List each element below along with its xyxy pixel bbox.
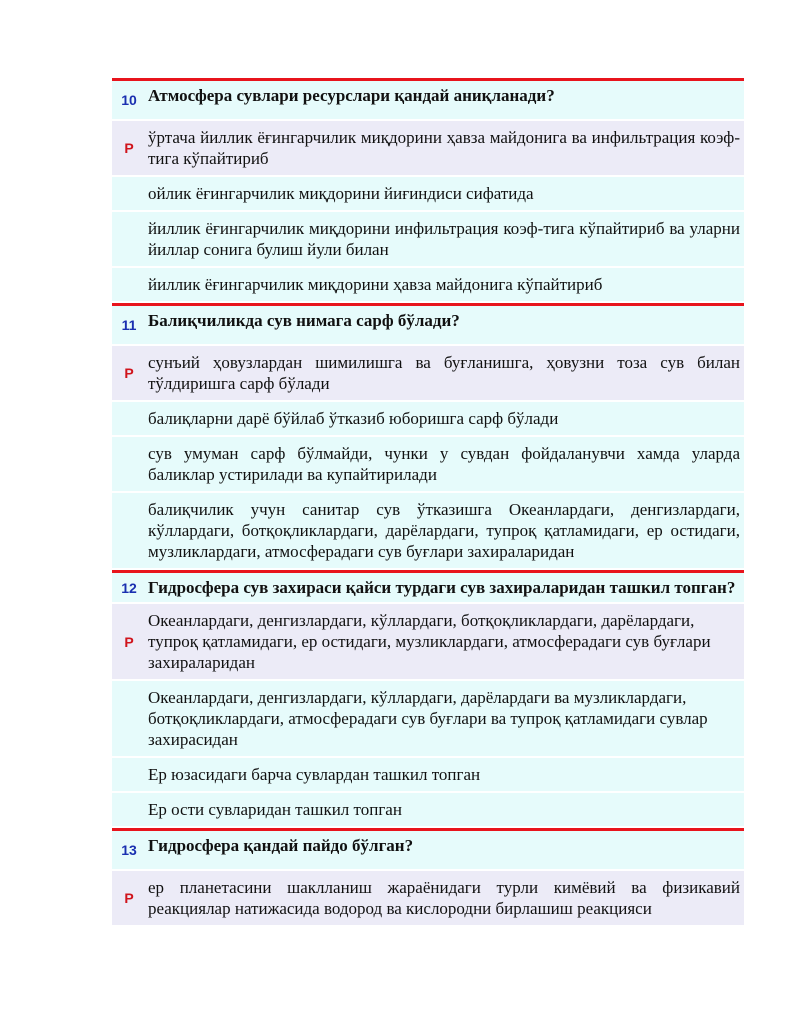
question-row (112, 306, 744, 346)
question-number: 12 (121, 579, 137, 596)
answer-row (112, 493, 744, 570)
answer-mark (112, 402, 146, 435)
answer-row (112, 758, 744, 793)
answer-mark (112, 681, 146, 756)
question-row (112, 573, 744, 604)
answer-mark (112, 268, 146, 301)
answer-text: йиллик ёғингарчилик миқдорини инфильтрация коэф-тига кўпайтириб ва уларни йиллар сонига булиш йули билан (148, 219, 740, 259)
answer-mark (112, 793, 146, 826)
answer-row (112, 402, 744, 437)
answer-text: балиқларни дарё бўйлаб ўтказиб юборишга сарф бўлади (148, 409, 559, 428)
answer-row (112, 681, 744, 758)
question-row (112, 81, 744, 121)
answer-mark (112, 177, 146, 210)
answer-text: ўртача йиллик ёғингарчилик миқдорини ҳавза майдонига ва инфильтрация коэф-тига кўпайтириб (148, 128, 740, 168)
quiz-table (112, 78, 744, 927)
question-text: Гидросфера қандай пайдо бўлган? (148, 836, 414, 855)
question-text: Гидросфера сув захираси қайси турдаги сув захираларидан ташкил топган? (148, 578, 736, 597)
answer-row (112, 268, 744, 303)
answer-text: Ер юзасидаги барча сувлардан ташкил топган (148, 765, 481, 784)
question-text: Балиқчиликда сув нимага сарф бўлади? (148, 311, 460, 330)
question-number: 11 (121, 317, 137, 333)
answer-text: балиқчилик учун санитар сув ўтказишга Океанлардаги, денгизлардаги, кўллардаги, ботқоқликлардаги, дарёлардаги, тупроқ қатламидаги, ер остидаги, музликлардаги, атмосферадаги сув буғлари захираларидан (148, 500, 740, 561)
answer-row (112, 793, 744, 828)
question-number: 10 (121, 92, 137, 108)
question-block (112, 78, 744, 303)
answer-row-correct (112, 121, 744, 177)
answer-text: сув умуман сарф бўлмайди, чунки у сувдан фойдаланувчи хамда уларда баликлар устирилади ва купайтирилади (148, 444, 740, 484)
answer-text: йиллик ёғингарчилик миқдорини ҳавза майдонига кўпайтириб (148, 275, 603, 294)
answer-mark (112, 437, 146, 491)
question-number: 13 (121, 842, 137, 858)
answer-row-correct (112, 871, 744, 927)
answer-text: Океанлардаги, денгизлардаги, кўллардаги, ботқоқликлардаги, дарёлардаги, тупроқ қатламидаги, ер остидаги, музликлардаги, атмосферадаги сув буғлари захираларидан (148, 611, 711, 672)
question-block (112, 828, 744, 927)
answer-row-correct (112, 346, 744, 402)
answer-row (112, 437, 744, 493)
answer-row (112, 212, 744, 268)
answer-text: ер планетасини шаклланиш жараёнидаги турли кимёвий ва физикавий реакциялар натижасида водород ва кислородни бирлашиш реакцияси (148, 878, 740, 918)
correct-mark: P (124, 140, 134, 156)
answer-row-correct (112, 604, 744, 681)
correct-mark: P (124, 890, 134, 906)
question-row (112, 831, 744, 871)
question-block (112, 303, 744, 570)
question-text: Атмосфера сувлари ресурслари қандай аниқланади? (148, 86, 555, 105)
answer-mark (112, 493, 146, 568)
question-block (112, 570, 744, 828)
answer-text: Ер ости сувларидан ташкил топган (148, 800, 402, 819)
answer-mark (112, 758, 146, 791)
answer-text: Океанлардаги, денгизлардаги, кўллардаги, дарёлардаги ва музликлардаги, ботқоқликлардаги, атмосферадаги сув буғлари ва тупроқ қатламидаги сувлар захирасидан (148, 688, 708, 749)
answer-row (112, 177, 744, 212)
correct-mark: P (124, 633, 134, 650)
answer-mark (112, 212, 146, 266)
answer-text: сунъий ҳовузлардан шимилишга ва буғланишга, ҳовузни тоза сув билан тўлдиришга сарф бўлади (148, 353, 740, 393)
correct-mark: P (124, 365, 134, 381)
answer-text: ойлик ёғингарчилик миқдорини йиғиндиси сифатида (148, 184, 534, 203)
